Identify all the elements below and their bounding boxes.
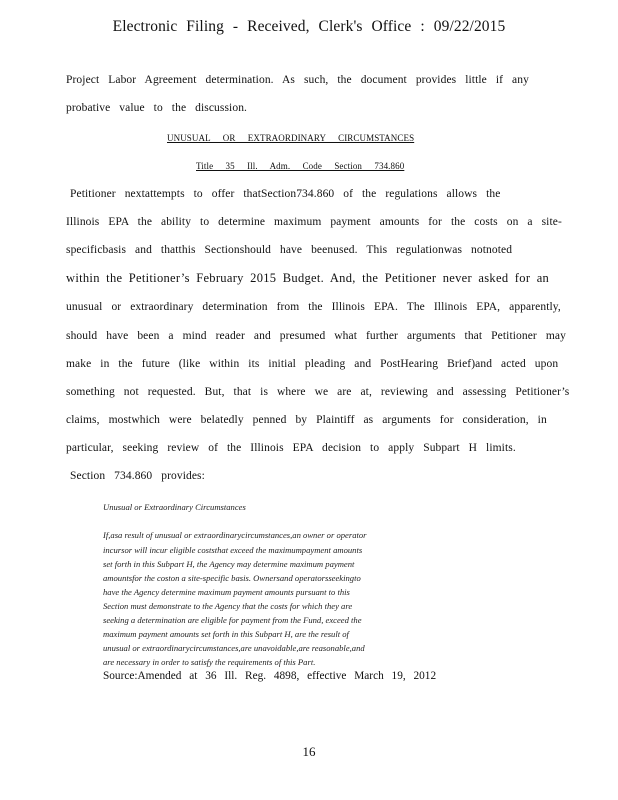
quote-line: maximum payment amounts set forth in this Subpart H, are the result of [103, 629, 349, 639]
quote-line: have the Agency determine maximum payment amounts pursuant to this [103, 587, 350, 597]
quote-line: amountsfor the coston a site-specific basis. Ownersand operatorsseekingto [103, 573, 361, 583]
section-heading [167, 133, 414, 143]
quote-line: Section must demonstrate to the Agency that the costs for which they are [103, 601, 353, 611]
heading-code-section: Title 35 Ill. Adm. Code Section 734.860 [196, 161, 405, 171]
body-line-8: should have been a mind reader and presumed what further arguments that Petitioner may [66, 330, 566, 342]
body-line-11: claims, mostwhich were belatedly penned by Plaintiff as arguments for consideration, in [66, 414, 547, 426]
quote-line: If,asa result of unusual or extraordinarycircumstances,an owner or operator [103, 530, 367, 540]
body-line-9: make in the future (like within its initial pleading and PostHearing Brief)and acted upon [66, 358, 559, 370]
quote-title: Unusual or Extraordinary Circumstances [103, 502, 246, 512]
page-number: 16 [302, 744, 316, 759]
quote-line: are necessary in order to satisfy the requirements of this Part. [103, 657, 316, 667]
body-line-3: Petitioner nextattempts to offer thatSection734.860 of the regulations allows the [70, 188, 501, 200]
quote-source: Source:Amended at 36 Ill. Reg. 4898, effective March 19, 2012 [103, 670, 437, 682]
body-line-5: specificbasis and thatthis Sectionshould have beenused. This regulationwas notnoted [66, 244, 513, 256]
body-line-12: particular, seeking review of the Illinois EPA decision to apply Subpart H limits. [66, 442, 516, 454]
body-line-13: Section 734.860 provides: [70, 470, 205, 482]
body-line-6: within the Petitioner’s February 2015 Budget. And, the Petitioner never asked for an [66, 271, 550, 285]
quote-line: set forth in this Subpart H, the Agency may determine maximum payment [103, 559, 355, 569]
section-subheading [196, 161, 404, 171]
heading-unusual-circumstances: UNUSUAL OR EXTRAORDINARY CIRCUMSTANCES [167, 133, 415, 143]
quote-line: unusual or extraordinarycircumstances,are unavoidable,are reasonable,and [103, 643, 365, 653]
quote-line: incursor will incur eligible coststhat exceed the maximumpayment amounts [103, 545, 363, 555]
quote-line: seeking a determination are eligible for payment from the Fund, exceed the [103, 615, 362, 625]
body-line-10: something not requested. But, that is where we are at, reviewing and assessing Petitioner’s [66, 386, 570, 398]
body-line-1: Project Labor Agreement determination. As such, the document provides little if any [66, 74, 529, 86]
body-line-2: probative value to the discussion. [66, 102, 248, 114]
body-line-7: unusual or extraordinary determination from the Illinois EPA. The Illinois EPA, apparently, [66, 301, 561, 313]
filing-header: Electronic Filing - Received, Clerk's Office : 09/22/2015 [112, 18, 506, 35]
body-line-4: Illinois EPA the ability to determine maximum payment amounts for the costs on a site- [66, 216, 562, 228]
